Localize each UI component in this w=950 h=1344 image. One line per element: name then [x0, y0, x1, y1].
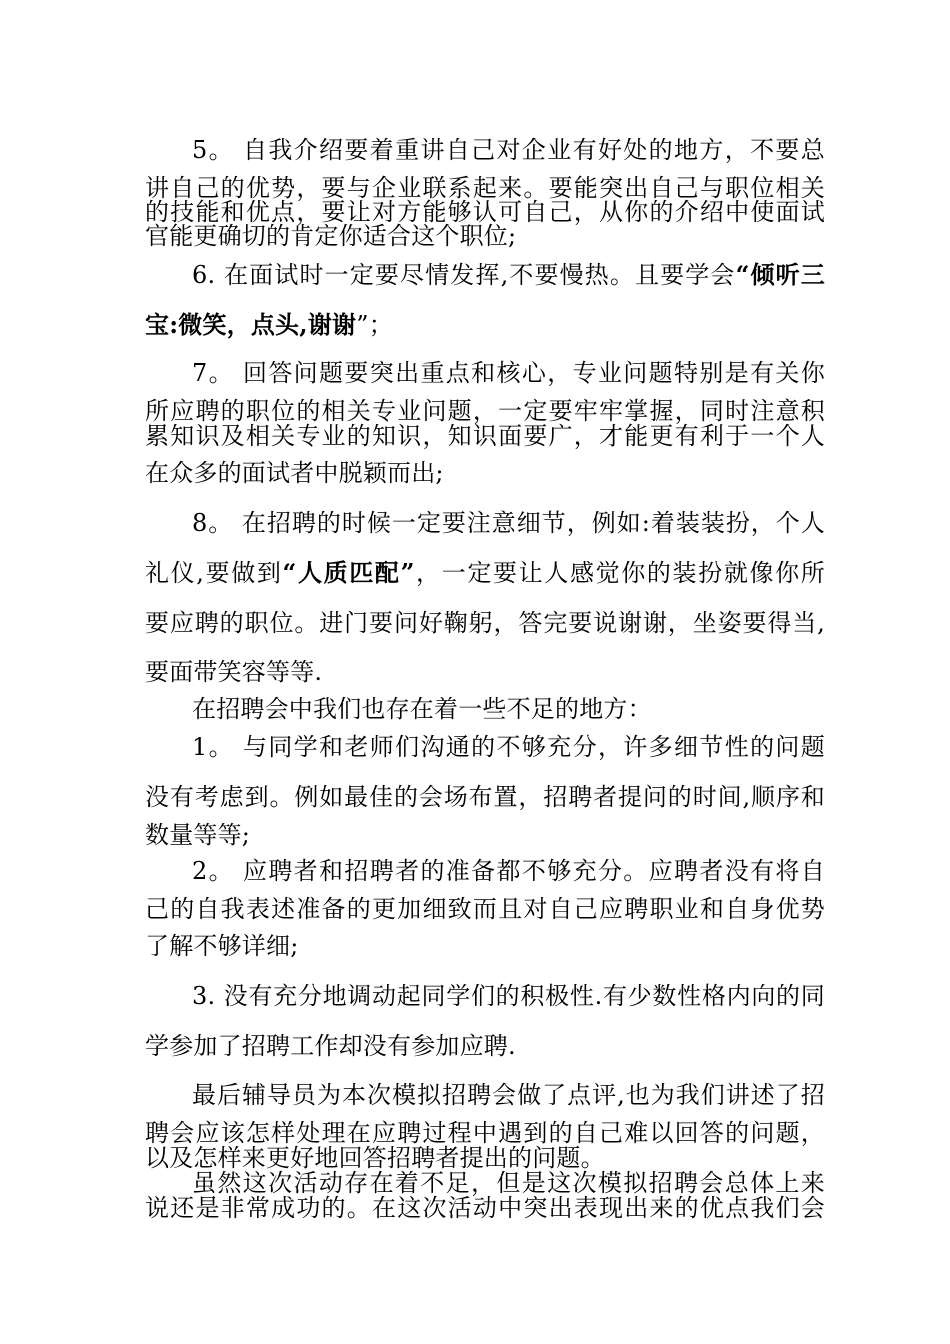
para-8-line-2-pre: 礼仪,要做到 — [145, 559, 283, 587]
para-8-line-2 — [145, 558, 825, 588]
para-6-line-2 — [145, 310, 825, 340]
para-8-line-4: 要面带笑容等等. — [145, 658, 323, 686]
para-8-line-2-bold: “人质匹配” — [282, 558, 415, 587]
para-6-line-1-bold: “倾听三 — [735, 260, 825, 289]
shortfall-1-line-2: 没有考虑到。例如最佳的会场布置，招聘者提问的时间,顺序和 — [145, 783, 825, 811]
shortfalls-intro: 在招聘会中我们也存在着一些不足的地方： — [192, 695, 652, 723]
shortfall-1-line-1: 1。 与同学和老师们沟通的不够充分，许多细节性的问题 — [192, 733, 825, 761]
conclusion-line-1: 虽然这次活动存在着不足，但是这次模拟招聘会总体上来 — [192, 1169, 825, 1197]
para-6-line-1 — [192, 260, 825, 290]
summary-line-3: 以及怎样来更好地回答招聘者提出的问题。 — [145, 1144, 605, 1172]
para-5-line-2: 讲自己的优势，要与企业联系起来。要能突出自己与职位相关 — [145, 174, 825, 202]
para-5-line-4: 官能更确切的肯定你适合这个职位; — [145, 222, 517, 250]
shortfall-3-line-2: 学参加了招聘工作却没有参加应聘. — [145, 1032, 516, 1060]
para-6-line-2-text: ”； — [356, 311, 393, 339]
para-8-line-2-post: ，一定要让人感觉你的装扮就像你所 — [414, 559, 825, 587]
para-5-line-3: 的技能和优点，要让对方能够认可自己，从你的介绍中使面试 — [145, 198, 825, 226]
para-7-line-1: 7。 回答问题要突出重点和核心，专业问题特别是有关你 — [192, 359, 825, 387]
shortfall-2-line-2: 己的自我表述准备的更加细致而且对自己应聘职业和自身优势 — [145, 895, 825, 923]
para-7-line-2: 所应聘的职位的相关专业问题，一定要牢牢掌握，同时注意积 — [145, 397, 825, 425]
conclusion-line-2: 说还是非常成功的。在这次活动中突出表现出来的优点我们会 — [145, 1194, 825, 1222]
shortfall-2-line-3: 了解不够详细; — [145, 932, 299, 960]
shortfall-1-line-3: 数量等等; — [145, 821, 251, 849]
para-5-line-1: 5。 自我介绍要着重讲自己对企业有好处的地方，不要总 — [192, 136, 825, 164]
para-8-line-1: 8。 在招聘的时候一定要注意细节，例如:着装装扮，个人 — [192, 509, 825, 537]
shortfall-3-line-1: 3. 没有充分地调动起同学们的积极性.有少数性格内向的同 — [192, 982, 825, 1010]
para-7-line-3: 累知识及相关专业的知识，知识面要广，才能更有利于一个人 — [145, 422, 825, 450]
summary-line-1: 最后辅导员为本次模拟招聘会做了点评,也为我们讲述了招 — [192, 1081, 825, 1109]
para-7-line-4: 在众多的面试者中脱颖而出; — [145, 459, 444, 487]
para-8-line-3: 要应聘的职位。进门要问好鞠躬，答完要说谢谢，坐姿要得当, — [145, 609, 825, 637]
para-6-line-2-bold: 宝:微笑，点头,谢谢 — [145, 310, 357, 339]
shortfall-2-line-1: 2。 应聘者和招聘者的准备都不够充分。应聘者没有将自 — [192, 857, 825, 885]
para-6-line-1-text: 6. 在面试时一定要尽情发挥,不要慢热。且要学会 — [192, 261, 736, 289]
summary-line-2: 聘会应该怎样处理在应聘过程中遇到的自己难以回答的问题， — [145, 1119, 825, 1147]
